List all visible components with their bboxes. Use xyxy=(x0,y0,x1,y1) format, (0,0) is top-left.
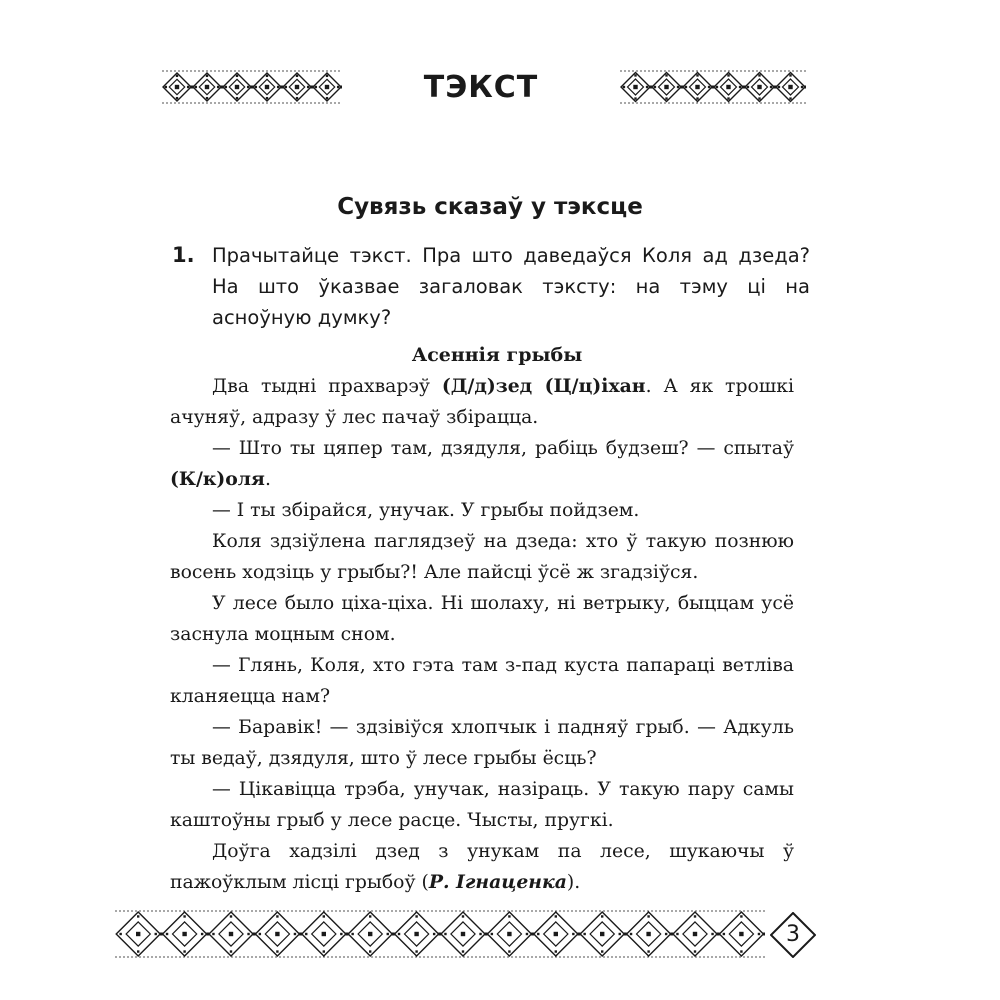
p2-text-c: . xyxy=(264,469,271,490)
p1-text-a: Два тыдні прахварэў xyxy=(212,376,442,397)
ornament-motif xyxy=(313,73,342,101)
ornament-motif xyxy=(683,73,715,102)
p1-highlight: (Д/д)зед (Ц/ц)іхан xyxy=(441,375,646,397)
story xyxy=(170,340,794,898)
p2-highlight: (К/к)оля xyxy=(170,468,265,490)
story-paragraph-4: Коля здзіўлена паглядзеў на дзеда: хто ў такую познюю восень ходзіць у грыбы?! Але пайсці ўсё ж згадзіўся. xyxy=(170,531,794,583)
ornament-motif xyxy=(719,912,765,956)
ornament-motif xyxy=(621,73,653,102)
p9-text-a: Доўга хадзілі дзед з унукам па лесе, шукаючы ў пажоўклым лісці грыбоў ( xyxy=(170,841,794,893)
story-paragraph-1 xyxy=(170,371,794,433)
ornament-motif xyxy=(580,912,627,956)
bottom-ornament xyxy=(115,910,765,958)
ornament-motif xyxy=(441,912,488,956)
ornament-motif xyxy=(627,912,674,956)
story-title: Асеннія грыбы xyxy=(411,344,583,366)
p2-text-a: — Што ты цяпер там, дзядуля, рабіць будзеш? — спытаў xyxy=(212,438,794,459)
ornament-motif xyxy=(253,73,284,101)
ornament-motif xyxy=(487,912,534,956)
story-paragraph-2 xyxy=(170,433,794,495)
ornament-motif xyxy=(348,912,395,956)
ornament-motif xyxy=(395,912,442,956)
story-paragraph-5: У лесе было ціха-ціха. Ні шолаху, ні ветрыку, быццам усё заснула моцным сном. xyxy=(170,593,794,645)
task-number: 1. xyxy=(172,243,195,267)
section-title: ТЭКСТ xyxy=(423,70,539,105)
lesson-subtitle: Сувязь сказаў у тэксце xyxy=(337,194,643,220)
ornament-motif xyxy=(193,73,224,101)
task-1 xyxy=(170,240,810,333)
ornament-motif xyxy=(745,73,777,102)
story-paragraph-3: — І ты збірайся, унучак. У грыбы пойдзем. xyxy=(212,500,640,521)
story-paragraph-6: — Глянь, Коля, хто гэта там з-пад куста папараці ветліва кланяецца нам? xyxy=(170,655,794,707)
ornament-motif xyxy=(652,73,684,102)
ornament-motif xyxy=(534,912,581,956)
ornament-motif xyxy=(255,912,302,956)
story-author: Р. Ігнаценка xyxy=(428,871,567,893)
ornament-motif xyxy=(673,912,720,956)
page-number: 3 xyxy=(786,922,800,947)
p1-text-c: . А як трошкі ачуняў, адразу ў лес пачаў збірацца. xyxy=(170,376,794,428)
ornament-motif xyxy=(714,73,746,102)
p9-text-c: ). xyxy=(566,872,581,893)
ornament-motif xyxy=(116,912,163,956)
ornament-motif xyxy=(209,912,256,956)
ornament-motif xyxy=(302,912,349,956)
story-paragraph-9 xyxy=(170,836,794,898)
ornament-motif xyxy=(776,73,806,102)
top-right-ornament xyxy=(620,70,806,104)
story-paragraph-7: — Баравік! — здзівіўся хлопчык і падняў грыб. — Адкуль ты ведаў, дзядуля, што ў лесе грыбы ёсць? xyxy=(170,717,794,769)
task-text: Прачытайце тэкст. Пра што даведаўся Коля ад дзеда? На што ўказвае загаловак тэксту: на тэму ці на асноўную думку? xyxy=(212,244,810,329)
ornament-motif xyxy=(283,73,314,101)
ornament-motif xyxy=(163,912,210,956)
top-left-ornament xyxy=(162,70,342,104)
ornament-motif xyxy=(163,73,194,101)
story-paragraph-8: — Цікавіцца трэба, унучак, назіраць. У такую пару самы каштоўны грыб у лесе расце. Чысты, пругкі. xyxy=(170,779,794,831)
ornament-motif xyxy=(223,73,254,101)
